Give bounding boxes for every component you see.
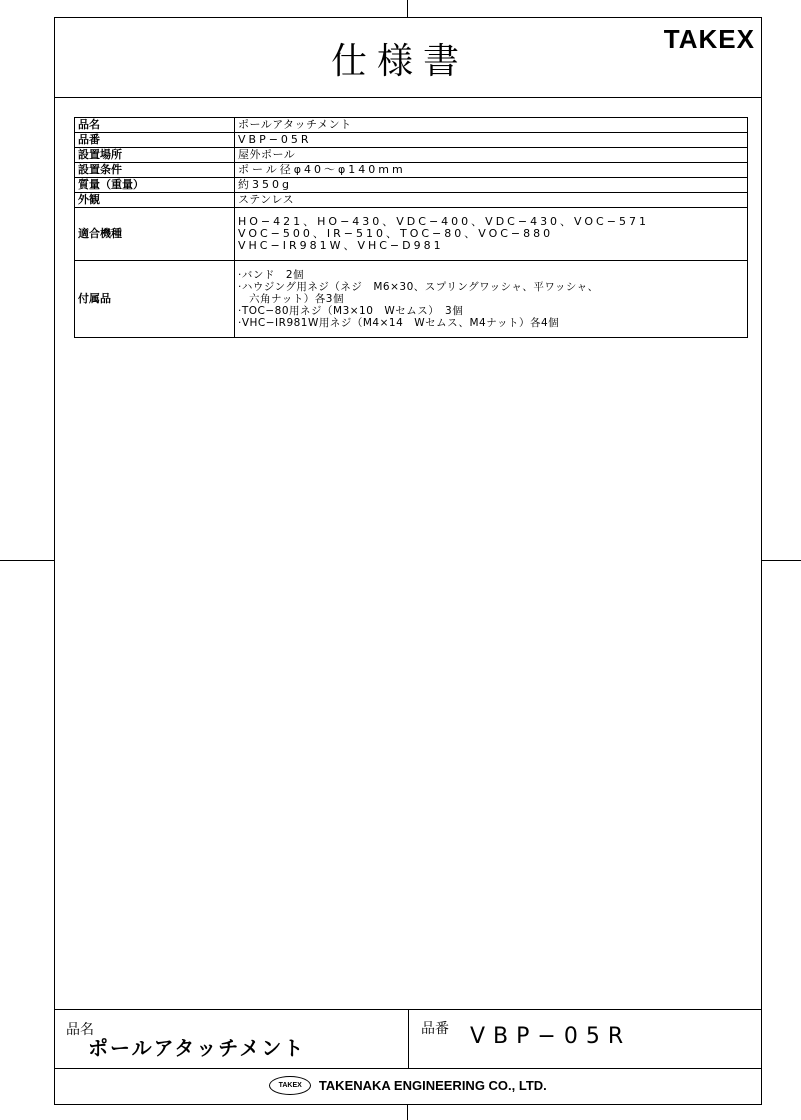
accessory-line: 六角ナット）各3個 xyxy=(238,293,344,305)
table-row xyxy=(75,261,748,338)
spec-table xyxy=(74,117,748,338)
table-row xyxy=(75,148,748,163)
accessory-line: ·ハウジング用ネジ（ネジ M6×30、スプリングワッシャ、平ワッシャ、 xyxy=(238,281,599,293)
compatible-models-line: HO−421、HO−430、VDC−400、VDC−430、VOC−571 xyxy=(238,215,649,228)
company-block xyxy=(55,1076,761,1095)
row-value-install-location: 屋外ポール xyxy=(235,148,748,163)
accessory-line: ·VHC−IR981W用ネジ（M4×14 Wセムス、M4ナット）各4個 xyxy=(238,317,560,329)
crop-mark-right xyxy=(762,560,801,561)
document-header xyxy=(55,18,761,98)
row-label-product-name: 品名 xyxy=(75,118,235,133)
row-value-product-name: ポールアタッチメント xyxy=(235,118,748,133)
row-value-compatible-models xyxy=(235,208,748,261)
table-row xyxy=(75,118,748,133)
crop-mark-top xyxy=(407,0,408,17)
table-row xyxy=(75,178,748,193)
row-label-appearance: 外観 xyxy=(75,193,235,208)
company-bar xyxy=(55,1068,761,1105)
row-value-product-number: VBP−05R xyxy=(235,133,748,148)
footer-product-number-label: 品番 xyxy=(421,1021,449,1037)
row-value-mass: 約350g xyxy=(235,178,748,193)
row-label-install-condition: 設置条件 xyxy=(75,163,235,178)
table-row xyxy=(75,208,748,261)
accessory-line: ·バンド 2個 xyxy=(238,269,305,281)
row-label-product-number: 品番 xyxy=(75,133,235,148)
row-value-accessories xyxy=(235,261,748,338)
title-block xyxy=(55,1009,761,1068)
accessory-line: ·TOC−80用ネジ（M3×10 Wセムス） 3個 xyxy=(238,305,464,317)
table-row xyxy=(75,193,748,208)
table-row xyxy=(75,163,748,178)
row-value-appearance: ステンレス xyxy=(235,193,748,208)
document-frame xyxy=(54,17,762,1105)
row-label-install-location: 設置場所 xyxy=(75,148,235,163)
compatible-models-line: VHC−IR981W、VHC−D981 xyxy=(238,239,444,252)
document-title: 仕様書 xyxy=(331,41,470,82)
row-value-install-condition: ポール径φ40〜φ140mm xyxy=(235,163,748,178)
crop-mark-left xyxy=(0,560,54,561)
row-label-mass: 質量（重量） xyxy=(75,178,235,193)
row-label-compatible-models: 適合機種 xyxy=(75,208,235,261)
footer-divider xyxy=(408,1010,409,1068)
company-logo-icon: TAKEX xyxy=(269,1076,311,1095)
brand-logo: TAKEX xyxy=(663,24,755,54)
footer-product-number-value: VBP−05R xyxy=(470,1024,632,1049)
compatible-models-line: VOC−500、IR−510、TOC−80、VOC−880 xyxy=(238,227,554,240)
row-label-accessories: 付属品 xyxy=(75,261,235,338)
footer-product-name-value: ポールアタッチメント xyxy=(88,1036,306,1060)
footer-product-name-label: 品名 xyxy=(66,1022,94,1038)
table-row xyxy=(75,133,748,148)
company-name: TAKENAKA ENGINEERING CO., LTD. xyxy=(318,1078,547,1093)
crop-mark-bottom xyxy=(407,1104,408,1120)
